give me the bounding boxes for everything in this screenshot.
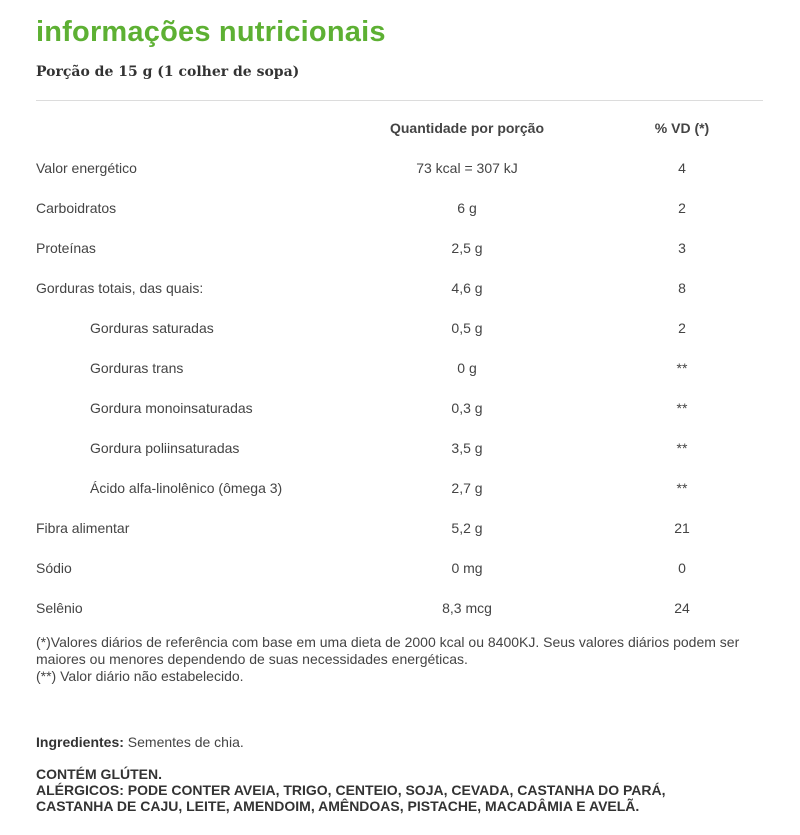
nutrient-daily-value: 24	[674, 600, 690, 616]
nutrient-daily-value: 4	[678, 160, 686, 176]
nutrition-table	[36, 110, 763, 628]
nutrient-quantity: 2,7 g	[451, 480, 483, 496]
nutrient-daily-value: 21	[674, 520, 690, 536]
nutrient-name: Proteínas	[36, 240, 96, 256]
table-row	[36, 388, 763, 428]
table-row	[36, 428, 763, 468]
footnote-not-established: (**) Valor diário não estabelecido.	[36, 668, 244, 684]
gluten-warning: CONTÉM GLÚTEN.	[36, 766, 162, 782]
nutrient-daily-value: 0	[678, 560, 686, 576]
nutrient-quantity: 4,6 g	[451, 280, 483, 296]
allergens-line-2: CASTANHA DE CAJU, LEITE, AMENDOIM, AMÊNDOAS, PISTACHE, MACADÂMIA E AVELÃ.	[36, 798, 640, 814]
ingredients-text: Sementes de chia.	[123, 734, 244, 750]
nutrient-daily-value: **	[676, 400, 688, 416]
nutrient-daily-value: **	[676, 360, 688, 376]
nutrient-name: Selênio	[36, 600, 83, 616]
nutrient-quantity: 0,5 g	[451, 320, 483, 336]
portion-size: Porção de 15 g (1 colher de sopa)	[36, 64, 300, 80]
table-row	[36, 548, 763, 588]
nutrient-quantity: 0 g	[457, 360, 477, 376]
nutrient-quantity: 8,3 mcg	[442, 600, 492, 616]
nutrient-name: Gordura monoinsaturadas	[90, 400, 253, 416]
table-row	[36, 228, 763, 268]
table-row	[36, 348, 763, 388]
nutrient-daily-value: **	[676, 440, 688, 456]
table-row	[36, 188, 763, 228]
nutrient-name: Gorduras saturadas	[90, 320, 214, 336]
table-body	[36, 148, 763, 628]
nutrient-daily-value: 2	[678, 320, 686, 336]
header-daily-value: % VD (*)	[654, 120, 710, 136]
allergens	[36, 766, 763, 814]
table-row	[36, 308, 763, 348]
page-title: informações nutricionais	[36, 16, 386, 48]
nutrient-name: Fibra alimentar	[36, 520, 130, 536]
ingredients-label: Ingredientes:	[36, 734, 124, 750]
nutrient-quantity: 2,5 g	[451, 240, 483, 256]
nutrient-daily-value: 2	[678, 200, 686, 216]
table-row	[36, 508, 763, 548]
nutrient-daily-value: 8	[678, 280, 686, 296]
table-header	[36, 110, 763, 148]
nutrient-quantity: 0,3 g	[451, 400, 483, 416]
nutrient-name: Gorduras totais, das quais:	[36, 280, 204, 296]
nutrient-name: Carboidratos	[36, 200, 117, 216]
nutrient-quantity: 3,5 g	[451, 440, 483, 456]
nutrient-quantity: 73 kcal = 307 kJ	[416, 160, 518, 176]
nutrient-daily-value: 3	[678, 240, 686, 256]
nutrient-quantity: 6 g	[457, 200, 477, 216]
nutrient-name: Valor energético	[36, 160, 137, 176]
nutrient-name: Ácido alfa-linolênico (ômega 3)	[90, 480, 283, 496]
nutrient-name: Gorduras trans	[90, 360, 184, 376]
header-quantity: Quantidade por porção	[389, 120, 544, 136]
nutrient-quantity: 0 mg	[451, 560, 483, 576]
table-row	[36, 268, 763, 308]
table-row	[36, 468, 763, 508]
nutrient-name: Gordura poliinsaturadas	[90, 440, 240, 456]
table-row	[36, 588, 763, 628]
table-row	[36, 148, 763, 188]
footnotes	[36, 634, 763, 685]
ingredients	[36, 734, 763, 750]
nutrient-daily-value: **	[676, 480, 688, 496]
footnote-reference: (*)Valores diários de referência com base em uma dieta de 2000 kcal ou 8400KJ. Seus valores diários podem ser maiores ou menores dependendo de suas necessidades energéticas.	[36, 634, 740, 667]
nutrient-quantity: 5,2 g	[451, 520, 483, 536]
nutrient-name: Sódio	[36, 560, 72, 576]
divider	[36, 100, 763, 101]
allergens-line-1: ALÉRGICOS: PODE CONTER AVEIA, TRIGO, CENTEIO, SOJA, CEVADA, CASTANHA DO PARÁ,	[36, 782, 666, 798]
